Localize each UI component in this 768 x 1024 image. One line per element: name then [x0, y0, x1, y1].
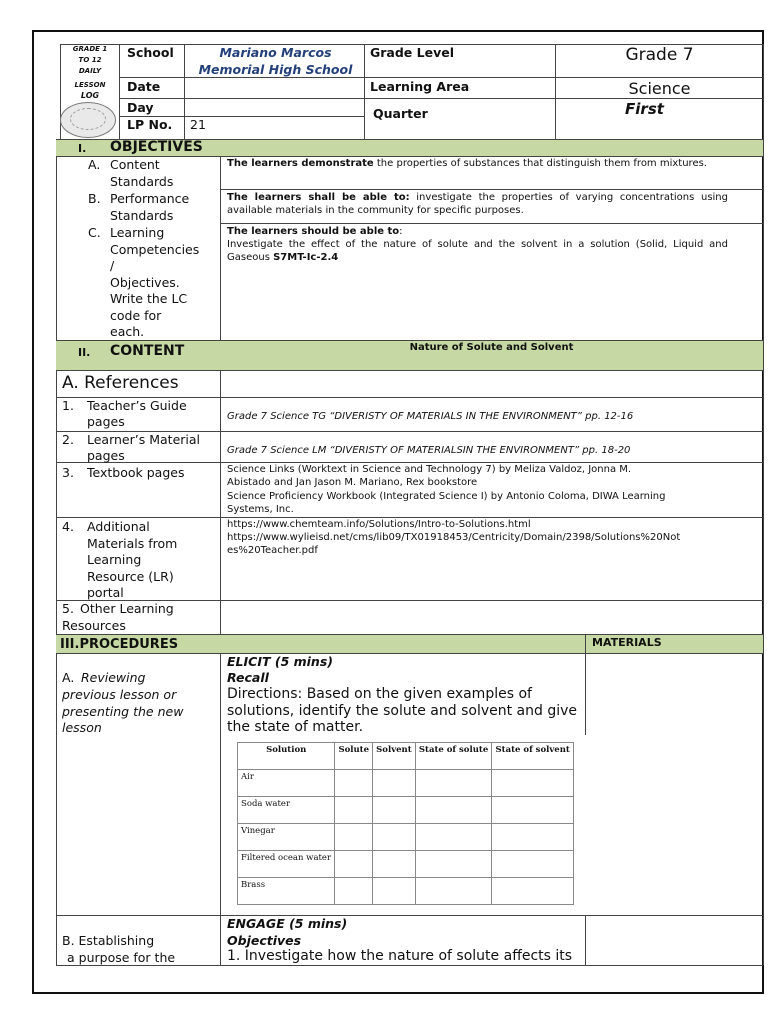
engage-phase: ENGAGE (5 mins) [227, 916, 348, 931]
column-header: Solution [238, 743, 335, 770]
header-divider [364, 44, 365, 139]
lp-label: LP No. [127, 117, 173, 132]
answer-cell[interactable] [335, 851, 373, 878]
content-standards-letter: A. [88, 157, 101, 172]
solution-table [237, 742, 574, 905]
elicit-directions: Directions: Based on the given examples of [227, 686, 532, 702]
column-header: Solute [335, 743, 373, 770]
answer-cell[interactable] [492, 824, 574, 851]
elicit-directions: solutions, identify the solute and solvent and give [227, 703, 578, 719]
answer-cell[interactable] [335, 797, 373, 824]
solution-cell: Air [238, 770, 335, 797]
solution-cell: Filtered ocean water [238, 851, 335, 878]
row-line [56, 915, 763, 916]
school-seal-inner [70, 108, 106, 130]
learning-area-value: Science [628, 79, 691, 98]
content-standards-text: The learners demonstrate the properties of substances that distinguish them from mixtures. [227, 158, 707, 169]
table-row [238, 770, 574, 797]
column-header: Solvent [373, 743, 416, 770]
header-right-border [763, 44, 764, 139]
objectives-heading: OBJECTIVES [110, 139, 203, 155]
table-left-border [56, 139, 57, 965]
lp-value: 21 [190, 117, 206, 132]
school-name-line2: Memorial High School [198, 62, 353, 77]
references-heading: A. References [62, 373, 179, 393]
lr-link[interactable]: https://www.wylieisd.net/cms/lib09/TX01918453/Centricity/Domain/2398/Solutions%20Not [227, 532, 681, 543]
engage-activity: Objectives [227, 933, 302, 948]
table-row [238, 824, 574, 851]
row-line [220, 189, 763, 190]
content-standards-label: Standards [110, 174, 174, 189]
label-column-divider [220, 139, 221, 965]
lr-link[interactable]: https://www.chemteam.info/Solutions/Intro-to-Solutions.html [227, 519, 531, 530]
grade-level-label: Grade Level [370, 45, 454, 60]
quarter-label: Quarter [373, 106, 428, 121]
answer-cell[interactable] [335, 878, 373, 905]
content-heading: CONTENT [110, 343, 185, 359]
row-line [56, 370, 763, 371]
answer-cell[interactable] [492, 851, 574, 878]
table-row [238, 797, 574, 824]
answer-cell[interactable] [373, 770, 416, 797]
elicit-directions: the state of matter. [227, 719, 364, 735]
content-num: II. [78, 346, 91, 359]
procedures-heading: III.PROCEDURES [60, 637, 179, 652]
materials-divider [585, 915, 586, 965]
learning-competencies-text: The learners should be able to: Investigate the effect of the nature of solute and the solvent in a solution (Solid, Liquid and Gaseous S7MT-Ic-2.4 [227, 226, 728, 263]
day-label: Day [127, 100, 154, 115]
answer-cell[interactable] [492, 797, 574, 824]
header-divider [184, 44, 185, 139]
answer-cell[interactable] [492, 878, 574, 905]
grade-level-value: Grade 7 [625, 45, 694, 65]
performance-standards-label: Performance [110, 191, 190, 206]
column-header: State of solvent [492, 743, 574, 770]
learning-area-label: Learning Area [370, 79, 470, 94]
materials-divider [585, 634, 586, 735]
quarter-value: First [625, 100, 664, 118]
materials-heading: MATERIALS [592, 636, 662, 649]
answer-cell[interactable] [335, 824, 373, 851]
header-row-line [119, 98, 764, 99]
performance-standards-label: Standards [110, 208, 174, 223]
performance-standards-text: The learners shall be able to: investigate the properties of varying concentrations using available materials in the community for specific purposes. [227, 192, 728, 216]
row-line [56, 634, 763, 635]
table-header-row [238, 743, 574, 770]
engage-objective: 1. Investigate how the nature of solute affects its [227, 948, 573, 964]
lr-link[interactable]: es%20Teacher.pdf [227, 545, 318, 556]
answer-cell[interactable] [373, 797, 416, 824]
elicit-activity: Recall [227, 670, 269, 685]
solution-cell: Vinegar [238, 824, 335, 851]
table-row [238, 878, 574, 905]
performance-standards-letter: B. [88, 191, 101, 206]
content-value: Nature of Solute and Solvent [409, 342, 574, 353]
answer-cell[interactable] [373, 878, 416, 905]
answer-cell[interactable] [492, 770, 574, 797]
answer-cell[interactable] [373, 824, 416, 851]
header-divider [119, 44, 120, 139]
content-standards-label: Content [110, 157, 160, 172]
school-name-line1: Mariano Marcos [219, 45, 332, 60]
answer-cell[interactable] [415, 824, 492, 851]
table-row [238, 851, 574, 878]
elicit-phase: ELICIT (5 mins) [227, 654, 333, 669]
date-label: Date [127, 79, 161, 94]
answer-cell[interactable] [335, 770, 373, 797]
answer-cell[interactable] [415, 878, 492, 905]
table-right-border [763, 139, 764, 965]
school-label: School [127, 45, 174, 60]
answer-cell[interactable] [373, 851, 416, 878]
solution-cell: Soda water [238, 797, 335, 824]
solution-cell: Brass [238, 878, 335, 905]
answer-cell[interactable] [415, 851, 492, 878]
answer-cell[interactable] [415, 770, 492, 797]
objectives-num: I. [78, 142, 87, 155]
row-line [56, 340, 763, 341]
column-header: State of solute [415, 743, 492, 770]
row-line [56, 653, 763, 654]
row-line [220, 223, 763, 224]
answer-cell[interactable] [415, 797, 492, 824]
